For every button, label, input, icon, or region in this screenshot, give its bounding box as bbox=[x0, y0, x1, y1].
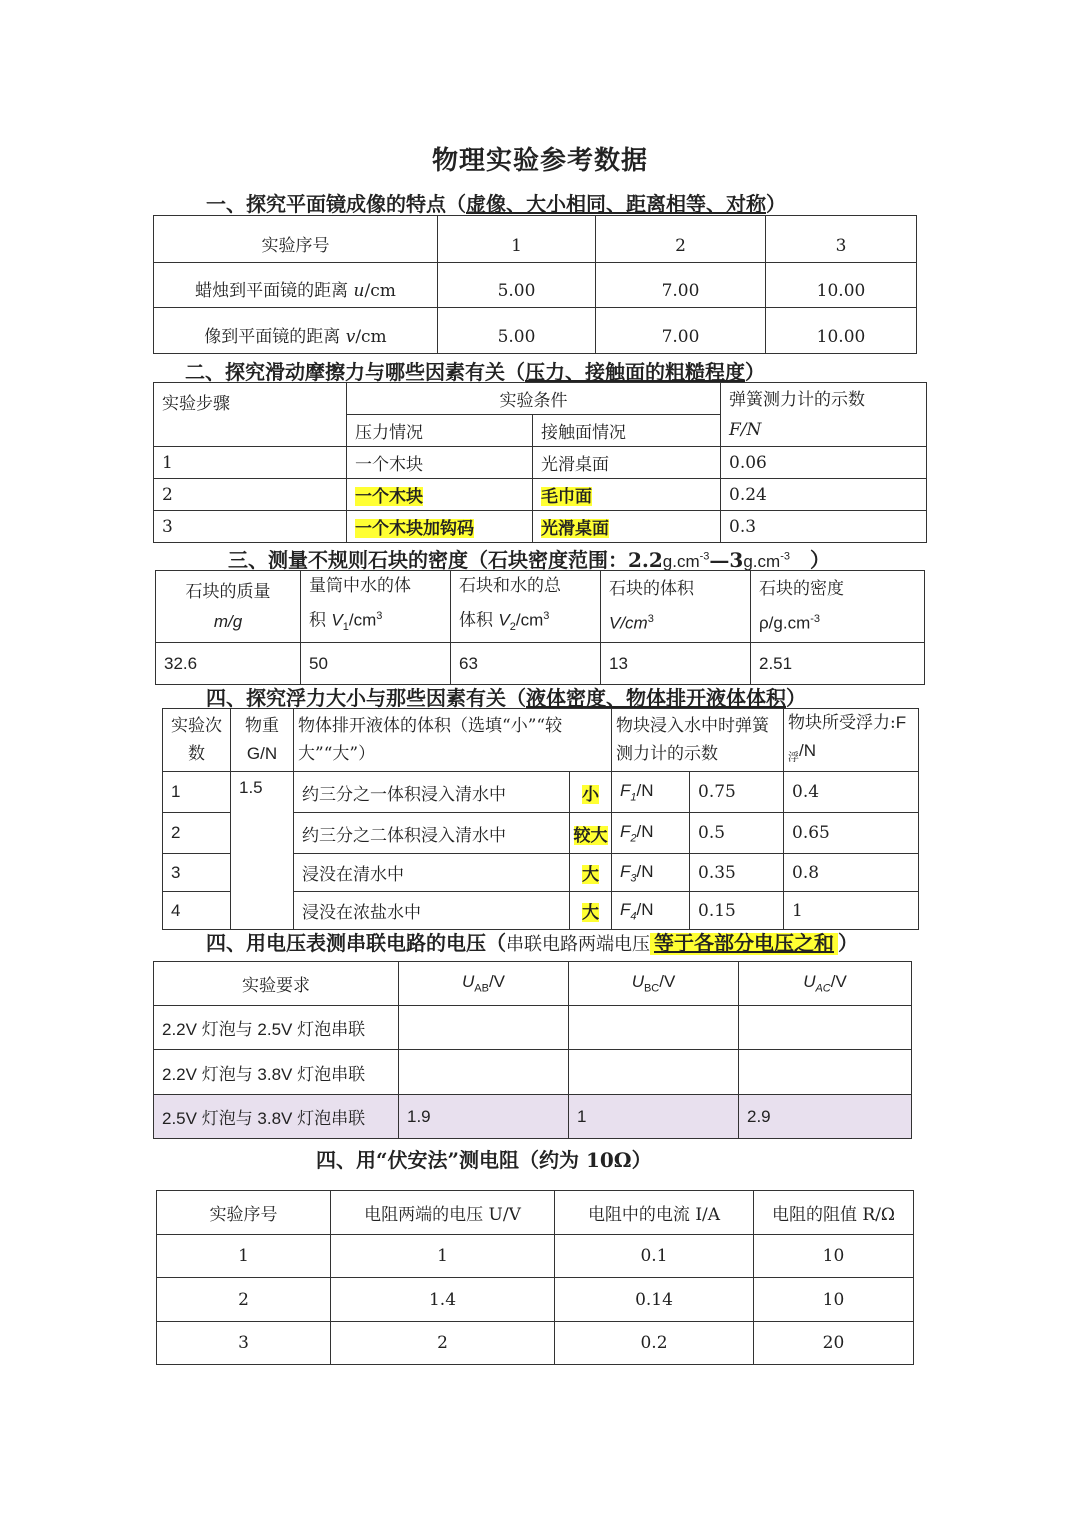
cell bbox=[569, 1006, 739, 1050]
u-sub: AC bbox=[815, 982, 831, 995]
cell: 10.00 bbox=[766, 263, 917, 308]
cell: 2 bbox=[154, 479, 347, 511]
s3-unit: g.cm bbox=[662, 552, 700, 571]
header-cell bbox=[301, 571, 451, 643]
cell bbox=[399, 1050, 569, 1095]
f-unit: /N bbox=[636, 861, 654, 881]
h-unit: G/N bbox=[246, 744, 278, 764]
cell bbox=[570, 854, 612, 892]
cell: 浸没在清水中 bbox=[294, 854, 570, 892]
s4-heading-suffix: ） bbox=[786, 686, 806, 710]
f-unit: /N bbox=[636, 781, 654, 801]
f-var: F bbox=[620, 899, 631, 919]
table-row bbox=[157, 1278, 914, 1322]
cell bbox=[612, 772, 690, 813]
h-unit: m/g bbox=[213, 611, 243, 631]
section4-heading bbox=[206, 682, 806, 711]
s3-heading-prefix: 三、测量不规则石块的密度（石块密度范围：2.2 bbox=[228, 548, 663, 572]
cell: 1.4 bbox=[331, 1278, 555, 1322]
answer-text: 大 bbox=[582, 903, 599, 923]
h-text: 量筒中水的体 bbox=[309, 576, 411, 596]
label-var: v bbox=[345, 327, 356, 347]
cell bbox=[739, 1006, 912, 1050]
cell: 5.00 bbox=[438, 263, 596, 308]
cell: 0.75 bbox=[690, 772, 784, 813]
f-var: F bbox=[620, 781, 631, 801]
u-unit: /V bbox=[659, 972, 676, 992]
h-unit: /cm bbox=[515, 610, 544, 630]
s1-heading-answer: 虚像、大小相同、距离相等、对称 bbox=[466, 192, 766, 216]
cell: 0.14 bbox=[555, 1278, 754, 1322]
f-sub: 4 bbox=[630, 910, 637, 923]
h-unit: /N bbox=[799, 741, 816, 760]
u-sub: AB bbox=[474, 982, 489, 995]
s4-heading-prefix: 四、探究浮力大小与那些因素有关（ bbox=[206, 686, 526, 710]
cell: 1.9 bbox=[399, 1095, 569, 1139]
header-cell: 实验步骤 bbox=[154, 383, 347, 447]
header-cell bbox=[784, 709, 919, 772]
cell: 5.00 bbox=[438, 308, 596, 354]
cell: 2.2V 灯泡与 3.8V 灯泡串联 bbox=[154, 1050, 399, 1095]
cell: 1 bbox=[157, 1235, 331, 1278]
answer-text: 大 bbox=[582, 865, 599, 885]
cell: 3 bbox=[154, 511, 347, 543]
header-cell: 2 bbox=[596, 216, 766, 263]
header-cell: 电阻的阻值 R/Ω bbox=[754, 1191, 914, 1235]
cell: 20 bbox=[754, 1322, 914, 1365]
section1-heading bbox=[206, 188, 786, 217]
cell: 2 bbox=[331, 1322, 555, 1365]
h-sup: 3 bbox=[376, 610, 383, 622]
header-cell: 接触面情况 bbox=[533, 415, 721, 447]
h-unit: V/cm bbox=[609, 613, 648, 633]
h-text: 石块的密度 bbox=[759, 579, 844, 600]
table-series-voltage bbox=[153, 961, 912, 1139]
u-unit: /V bbox=[488, 972, 506, 992]
s2-heading-suffix: ） bbox=[745, 360, 765, 384]
cell bbox=[399, 1006, 569, 1050]
header-cell: 物块浸入水中时弹簧测力计的示数 bbox=[612, 709, 784, 772]
h-var: V bbox=[498, 610, 510, 630]
u-var: U bbox=[631, 972, 644, 992]
f-sub: 1 bbox=[630, 791, 637, 804]
cell: 2.9 bbox=[739, 1095, 912, 1139]
s5-heading-suffix: ） bbox=[838, 931, 858, 955]
h-sub: 2 bbox=[509, 621, 516, 634]
table-row bbox=[154, 308, 917, 354]
s3-heading-suffix: ） bbox=[789, 548, 830, 572]
header-cell: 实验次数 bbox=[163, 709, 231, 772]
cell: 0.1 bbox=[555, 1235, 754, 1278]
cell: 10.00 bbox=[766, 308, 917, 354]
cell: 1 bbox=[784, 892, 919, 930]
answer-text: 毛巾面 bbox=[541, 487, 592, 506]
cell: 0.8 bbox=[784, 854, 919, 892]
header-cell: 1 bbox=[438, 216, 596, 263]
row-label bbox=[154, 308, 438, 354]
table-buoyancy bbox=[162, 708, 919, 930]
section3-heading bbox=[228, 544, 830, 573]
h-unit: /cm bbox=[348, 610, 377, 630]
table-plane-mirror bbox=[153, 215, 917, 354]
cell: 0.3 bbox=[721, 511, 927, 543]
cell: 1.5 bbox=[231, 772, 294, 930]
cell: 0.15 bbox=[690, 892, 784, 930]
label-text: 像到平面镜的距离 bbox=[204, 327, 346, 347]
h-sub: 1 bbox=[342, 621, 349, 634]
label-var: u bbox=[353, 281, 365, 301]
cell bbox=[612, 854, 690, 892]
s4-heading-answer: 液体密度、物体排开液体体积 bbox=[526, 686, 786, 710]
header-cell bbox=[721, 383, 927, 447]
header-cell bbox=[156, 571, 301, 643]
spring-unit: F/N bbox=[729, 419, 762, 440]
answer-text: 光滑桌面 bbox=[541, 519, 609, 538]
h-sup: 3 bbox=[647, 613, 654, 626]
cell: 1 bbox=[569, 1095, 739, 1139]
label-text: 蜡烛到平面镜的距离 bbox=[195, 281, 354, 301]
row-label bbox=[154, 263, 438, 308]
cell bbox=[533, 479, 721, 511]
f-var: F bbox=[620, 861, 631, 881]
spring-label: 弹簧测力计的示数 bbox=[729, 389, 865, 410]
cell: 0.2 bbox=[555, 1322, 754, 1365]
cell: 2 bbox=[163, 813, 231, 854]
cell: 0.65 bbox=[784, 813, 919, 854]
header-cell bbox=[751, 571, 925, 643]
answer-text: 一个木块 bbox=[355, 487, 423, 506]
cell: 13 bbox=[601, 643, 751, 685]
header-cell: 实验序号 bbox=[157, 1191, 331, 1235]
u-sub: BC bbox=[643, 982, 660, 995]
cell: 1 bbox=[163, 772, 231, 813]
f-sub: 3 bbox=[630, 872, 637, 885]
cell: 约三分之二体积浸入清水中 bbox=[294, 813, 570, 854]
cell: 一个木块 bbox=[347, 447, 533, 479]
header-cell: 电阻中的电流 I/A bbox=[555, 1191, 754, 1235]
s3-unit: g.cm bbox=[743, 552, 781, 571]
h-text: 积 bbox=[309, 610, 332, 631]
s1-heading-prefix: 一、探究平面镜成像的特点（ bbox=[206, 192, 466, 216]
h-var: V bbox=[331, 610, 343, 630]
cell: 10 bbox=[754, 1235, 914, 1278]
h-unit: ρ/g.cm bbox=[759, 613, 811, 633]
header-cell: 电阻两端的电压 U/V bbox=[331, 1191, 555, 1235]
h-text: 体积 bbox=[459, 610, 499, 631]
cell bbox=[569, 1050, 739, 1095]
label-unit: /cm bbox=[364, 281, 396, 301]
section6-heading: 四、用“伏安法”测电阻（约为 10Ω） bbox=[316, 1148, 652, 1172]
h-sup: -3 bbox=[810, 613, 821, 626]
table-row bbox=[163, 772, 919, 813]
u-unit: /V bbox=[830, 972, 847, 992]
cell: 1 bbox=[331, 1235, 555, 1278]
s3-exp: -3 bbox=[699, 550, 710, 563]
cell: 1 bbox=[154, 447, 347, 479]
table-row bbox=[154, 263, 917, 308]
cell: 4 bbox=[163, 892, 231, 930]
f-unit: /N bbox=[636, 899, 654, 919]
f-unit: /N bbox=[636, 822, 654, 842]
cell: 3 bbox=[157, 1322, 331, 1365]
s5-heading-answer: 等于各部分电压之和 bbox=[650, 933, 838, 955]
table-row bbox=[154, 511, 927, 543]
label-unit: /cm bbox=[355, 327, 387, 347]
cell: 10 bbox=[754, 1278, 914, 1322]
header-cell: 实验序号 bbox=[154, 216, 438, 263]
cell bbox=[533, 511, 721, 543]
cell bbox=[570, 813, 612, 854]
s3-exp: -3 bbox=[780, 550, 790, 563]
cell: 0.4 bbox=[784, 772, 919, 813]
cell bbox=[612, 892, 690, 930]
header-cell bbox=[601, 571, 751, 643]
cell bbox=[570, 892, 612, 930]
cell: 2.51 bbox=[751, 643, 925, 685]
table-resistance bbox=[156, 1190, 914, 1365]
s5-heading-norm: 串联电路两端电压 bbox=[506, 934, 650, 955]
cell bbox=[347, 479, 533, 511]
answer-text: 较大 bbox=[573, 825, 608, 845]
table-row bbox=[157, 1235, 914, 1278]
section5-heading bbox=[206, 927, 858, 956]
table-row bbox=[157, 1322, 914, 1365]
cell bbox=[739, 1050, 912, 1095]
cell: 2 bbox=[157, 1278, 331, 1322]
table-row bbox=[154, 1050, 912, 1095]
cell bbox=[612, 813, 690, 854]
header-cell bbox=[739, 962, 912, 1006]
s2-heading-prefix: 二、探究滑动摩擦力与哪些因素有关（ bbox=[185, 360, 525, 384]
s1-heading-suffix: ） bbox=[766, 192, 786, 216]
h-text: 物块所受浮力: bbox=[788, 713, 896, 733]
f-var: F bbox=[620, 822, 631, 842]
h-sub: 浮 bbox=[788, 750, 799, 764]
cell: 光滑桌面 bbox=[533, 447, 721, 479]
answer-text: 一个木块加钩码 bbox=[355, 519, 474, 538]
cell: 3 bbox=[163, 854, 231, 892]
h-text: 石块和水的总 bbox=[459, 576, 561, 596]
f-sub: 2 bbox=[630, 832, 637, 845]
cell: 63 bbox=[451, 643, 601, 685]
header-cell: 压力情况 bbox=[347, 415, 533, 447]
cell: 50 bbox=[301, 643, 451, 685]
cell: 32.6 bbox=[156, 643, 301, 685]
cell: 7.00 bbox=[596, 263, 766, 308]
h-sup: 3 bbox=[543, 610, 550, 622]
answer-text: 小 bbox=[582, 784, 599, 804]
cell: 0.24 bbox=[721, 479, 927, 511]
table-row bbox=[154, 1095, 912, 1139]
section2-heading bbox=[185, 356, 765, 385]
header-cell bbox=[569, 962, 739, 1006]
header-cell: 3 bbox=[766, 216, 917, 263]
h-text: 物重 bbox=[245, 716, 279, 737]
cell bbox=[570, 772, 612, 813]
header-cell: 物体排开液体的体积（选填“小”“较大”“大”） bbox=[294, 709, 612, 772]
cell: 约三分之一体积浸入清水中 bbox=[294, 772, 570, 813]
table-density bbox=[155, 570, 925, 685]
h-text: 石块的质量 bbox=[185, 581, 271, 602]
table-row bbox=[156, 643, 925, 685]
page-title: 物理实验参考数据 bbox=[431, 146, 648, 176]
header-cell bbox=[399, 962, 569, 1006]
table-friction bbox=[153, 382, 927, 543]
table-row bbox=[154, 447, 927, 479]
s2-heading-answer: 压力、接触面的粗糙程度 bbox=[525, 360, 745, 384]
header-cell bbox=[231, 709, 294, 772]
header-cell: 实验要求 bbox=[154, 962, 399, 1006]
table-row bbox=[154, 479, 927, 511]
u-var: U bbox=[461, 972, 475, 992]
h-var: F bbox=[895, 713, 907, 732]
cell: 0.35 bbox=[690, 854, 784, 892]
header-cell: 实验条件 bbox=[347, 383, 721, 415]
cell: 2.2V 灯泡与 2.5V 灯泡串联 bbox=[154, 1006, 399, 1050]
cell: 0.5 bbox=[690, 813, 784, 854]
h-text: 石块的体积 bbox=[609, 579, 694, 600]
s5-heading-prefix: 四、用电压表测串联电路的电压（ bbox=[206, 931, 506, 955]
cell: 7.00 bbox=[596, 308, 766, 354]
cell: 2.5V 灯泡与 3.8V 灯泡串联 bbox=[154, 1095, 399, 1139]
u-var: U bbox=[803, 972, 816, 992]
cell: 浸没在浓盐水中 bbox=[294, 892, 570, 930]
cell: 0.06 bbox=[721, 447, 927, 479]
header-cell bbox=[451, 571, 601, 643]
cell bbox=[347, 511, 533, 543]
s3-dash: —3 bbox=[709, 548, 744, 572]
table-row bbox=[154, 1006, 912, 1050]
